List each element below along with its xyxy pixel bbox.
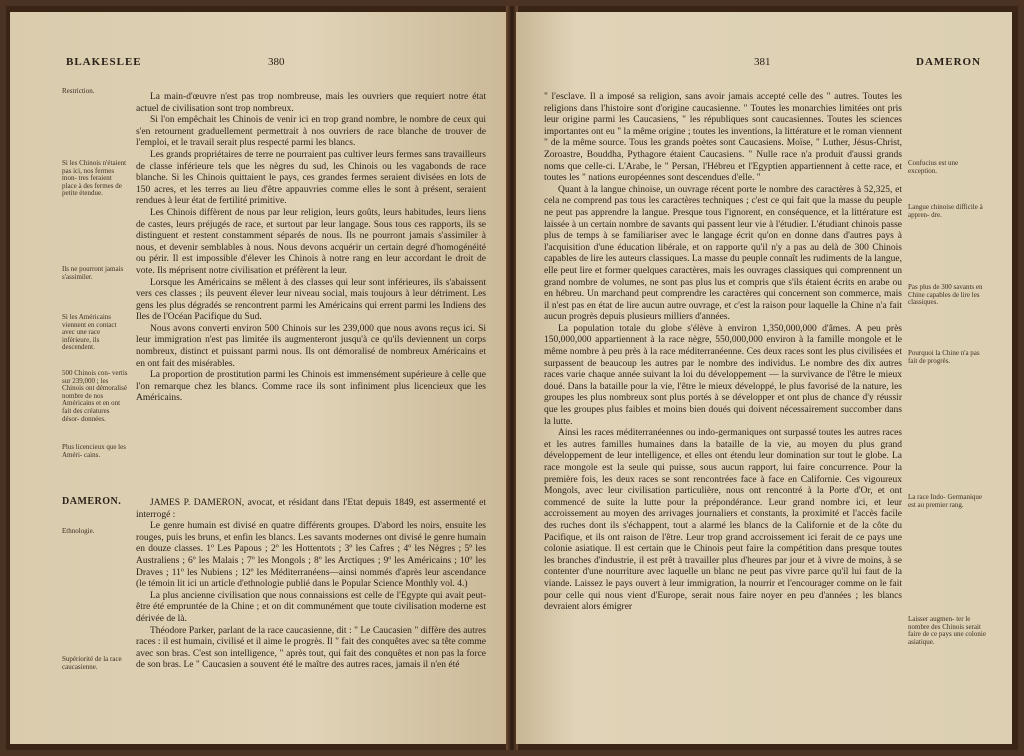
paragraph: Lorsque les Américains se mêlent à des classes qui leur sont inférieures, ils s'abaissent vers ces classes ; ils peuvent élever leur niveau social, mais toujours à leur détriment. Les gens les plus dégradés se rencontrent parmi les Américains qui errent parmi les Indiens des Iles de l'Océan Pacifique du Sud.: [136, 277, 486, 323]
margin-note: Langue chinoise difficile à appren- dre.: [908, 203, 983, 219]
body-text: [544, 92, 902, 614]
margin-note: Restriction.: [62, 87, 95, 95]
section-text: [136, 498, 486, 672]
margin-note: Pourquoi la Chine n'a pas fait de progrès.: [908, 349, 980, 365]
paragraph: Quant à la langue chinoise, un ouvrage récent porte le nombre des caractères à 52,325, et cela ne comprend pas tous les caractères techniques ; c'est ce qui fait que la masse du peuple ne peut pas apprendre la langue. Presque tous l'ignorent, en conséquence, et la littérature est laissée à un certain nombre de savants qui passent leur vie à l'étudier. L'étudiant chinois passe plus de temps à se familiariser avec le langage écrit qu'on en donne dans d'autres pays à l'acquisition d'une éducation libérale, et on rapporte qu'il n'y a pas au delà de 300 Chinois capables de lire les auteurs classiques. La masse du peuple connaît les rudiments de la langue, elle peut lire et former quelques caractères, mais les ouvrages classiques qui comprennent un grand nombre de volumes, ne sont pas plus lus et compris que s'ils étaient écrits en arabe ou en hébreu. Un marchand peut comprendre les caractères qui concernent son commerce, mais il n'est pas en état de lire aucun autre ouvrage, et c'est la raison pour laquelle la Chine n'a fait aucun progrès depuis plusieurs milliers d'années.: [544, 184, 902, 323]
paragraph: Les grands propriétaires de terre ne pourraient pas cultiver leurs fermes sans travailleurs de classe inférieure tels que les nègres du sud, les Chinois ou les vagabonds de race blanche. Si les Chinois quittaient le pays, ces grandes fermes seraient divisées en lots de 150 acres, et les terres au lieu d'être appauvries comme elles le sont à présent, seraient rendues à leur état de fertilité primitive.: [136, 149, 486, 207]
margin-note: Supériorité de la race caucasienne.: [62, 655, 122, 671]
paragraph: La main-d'œuvre n'est pas trop nombreuse, mais les ouvriers que requiert notre état actuel de civilisation sont trop nombreux.: [136, 92, 486, 114]
paragraph: Le genre humain est divisé en quatre différents groupes. D'abord les noirs, ensuite les rouges, puis les bruns, et enfin les blancs. Les savants modernes ont divisé le genre humain en douze classes. 1º Les Papous ; 2º les Hottentots ; 3º les Cafres ; 4º les Nègres ; 5º les Australiens ; 6º les Malais ; 7º les Mongols ; 8º les Arctiques ; 9º les Américains ; 10º les Draves ; 11º les Nubiens ; 12º les Méditerranéens—ainsi nommés d'après leur ascendance (le témoin lit ici un article d'ethnologie publié dans le Popular Science Monthly vol. 4.): [136, 521, 486, 590]
running-head-right: DAMERON: [916, 56, 982, 68]
paragraph: JAMES P. DAMERON, avocat, et résidant dans l'Etat depuis 1849, est assermenté et interrogé :: [136, 498, 486, 520]
paragraph: Nous avons converti environ 500 Chinois sur les 239,000 que nous avons reçus ici. Si leur immigration n'est pas limitée ils augmenteront jusqu'à ce qu'ils deviennent un corps nombreux, distinct et puissant parmi nous. Ils ont démoralisé de nombreux Américains et en ont fait des misérables.: [136, 323, 486, 369]
margin-note: Ils ne pourront jamais s'assimiler.: [62, 265, 124, 281]
paragraph: Théodore Parker, parlant de la race caucasienne, dit : " Le Caucasien " diffère des autres races : il est humain, civilisé et il aime le progrès. Il " fait des conquêtes avec sa tête comme avec son bras. C'est son intelligence, " après tout, qui fait des conquêtes et non pas la force de son bras. Le " Caucasien a souvent été le maître des autres races, jamais il n'en été: [136, 625, 486, 671]
margin-note: Pas plus de 300 savants en Chine capables de lire les classiques.: [908, 283, 983, 307]
right-page: [516, 12, 1012, 744]
margin-note: La race Indo- Germanique est au premier rang.: [908, 493, 983, 509]
paragraph: Ainsi les races méditerranéennes ou indo-germaniques ont surpassé toutes les autres races et les autres familles humaines dans la bataille de la vie, au moyen du plus grand développement de leur intelligence, et elles ont étendu leur domination sur tout le globe. La race mongole est la seule qui puisse, sous aucun rapport, lui faire concurrence. Pour la première fois, les deux races se sont rencontrées face à face en Californie. Ces vigoureux Mongols, avec leur civilisation particulière, nous ont rencontré à la Porte d'Or, et ont commencé de suite la lutte pour la prépondérance. Leur grand nombre ici, et leur accroissement au moyen des arrivages journaliers et constants, la proximité et l'accès facile des ruches dont ils s'échappent, tout a alarmé les blancs de la Californie et de la côte du Pacifique, et ils ont raison de l'être. Leur trop grand accroissement ici ferait de ce pays une colonie asiatique. Il est certain que le Chinois peut faire la compétition dans presque toutes les branches d'industrie, il est prêt à travailler plus d'heures par jour et à vivre de moins, à se contenter d'une nourriture avec laquelle un blanc ne peut pas vivre parce qu'il lui faut de la viande. Laissez le pays ouvert à leur immigration, la nourrir et l'encourager comme on le fait pour celle qui nous vient d'Europe, serait nous faire noyer en peu d'années ; les blancs devraient alors émigrer: [544, 428, 902, 613]
book-spread: [6, 6, 1018, 750]
page-number-right: 381: [754, 56, 771, 68]
margin-note: Si les Chinois n'étaient pas ici, nos fermes mon- tres feraient place à des fermes de petite étendue.: [62, 159, 127, 198]
left-page: [10, 12, 508, 744]
paragraph: La proportion de prostitution parmi les Chinois est immensément supérieure à celle que l'on remarque chez les blancs. Comme race ils sont infiniment plus licencieux que les Américains.: [136, 370, 486, 404]
paragraph: " l'esclave. Il a imposé sa religion, sans avoir jamais accepté celle des " autres. Toutes les religions dans l'histoire sont d'origine caucasienne. " Toutes les monarchies limitées ont pris leur origine parmi les Caucasiens, " les républiques sont caucasiennes. Toutes les sciences importantes ont eu " la même origine ; toutes les inventions, la littérature et le roman viennent " de la même source. Tous les grands poètes sont Caucasiens. Moïse, " Luther, Jésus-Christ, Zoroastre, Bouddha, Pythagore étaient Caucasiens. " Nulle race n'a produit d'aussi grands noms que celle-ci. L'Arabe, le " Persan, l'Hébreu et l'Egyptien appartiennent à cette race, et toutes les " nations européennes sont descendues d'elle. ": [544, 92, 902, 184]
paragraph: La population totale du globe s'élève à environ 1,350,000,000 d'âmes. A peu près 150,000,000 appartiennent à la race nègre, 550,000,000 environ à la famille mongole et le même nombre à peu près à la race méditerranéenne. Ces deux races sont les plus civilisées et surpassent de beaucoup les autres par le nombre des individus. Le nombre des dix autres races varie chaque année suivant la loi du développement — la survivance de l'être le mieux doué. Dans la bataille pour la vie, l'être le mieux développé, le plus favorisé de la nature, les groupes les plus nombreux sont plus portés à se développer et ont plus de chance d'y réussir que les groupes plus faibles et moins bien doués qui doivent nécessairement succomber dans la lutte.: [544, 323, 902, 427]
paragraph: Les Chinois diffèrent de nous par leur religion, leurs goûts, leurs habitudes, leurs liens de castes, leurs préjugés de race, et surtout par leur langage. Sous tous ces rapports, ils se distinguent et restent constamment séparés de nous. Ils ne pourront jamais s'assimiler à nous, et devenir semblables à nous. Nous devons acquérir un certain degré d'homogénéité ou périr. Il est impossible d'élever les Chinois à notre rang en leur accordant le droit de vote. Ils méprisent notre civilisation et préfèrent la leur.: [136, 207, 486, 276]
body-text: [136, 92, 486, 405]
margin-note: 500 Chinois con- vertis sur 239,000 ; les Chinois ont démoralisé nombre de nos Américains et en ont fait des créatures désor- données.: [62, 369, 128, 423]
margin-note: Confucius est une exception.: [908, 159, 959, 175]
running-head-left: BLAKESLEE: [66, 56, 142, 68]
paragraph: Si l'on empêchait les Chinois de venir ici en trop grand nombre, le nombre de ceux qui s'en retournent graduellement permettrait à nos ouvriers de race blanche de trouver de l'emploi, et le travail serait plus respecté parmi les blancs.: [136, 115, 486, 149]
section-heading: DAMERON.: [62, 496, 122, 507]
margin-note: Plus licencieux que les Améri- cains.: [62, 443, 126, 459]
margin-note: Laisser augmen- ter le nombre des Chinois serait faire de ce pays une colonie asiatique.: [908, 615, 986, 646]
margin-note: Ethnologie.: [62, 527, 95, 535]
page-number-left: 380: [268, 56, 285, 68]
paragraph: La plus ancienne civilisation que nous connaissions est celle de l'Egypte qui avait peut-être été empruntée de la Chine ; et on dit communément que toute civilisation moderne est dérivée de là.: [136, 590, 486, 624]
margin-note: Si les Américains viennent en contact avec une race inférieure, ils descendent.: [62, 313, 117, 352]
